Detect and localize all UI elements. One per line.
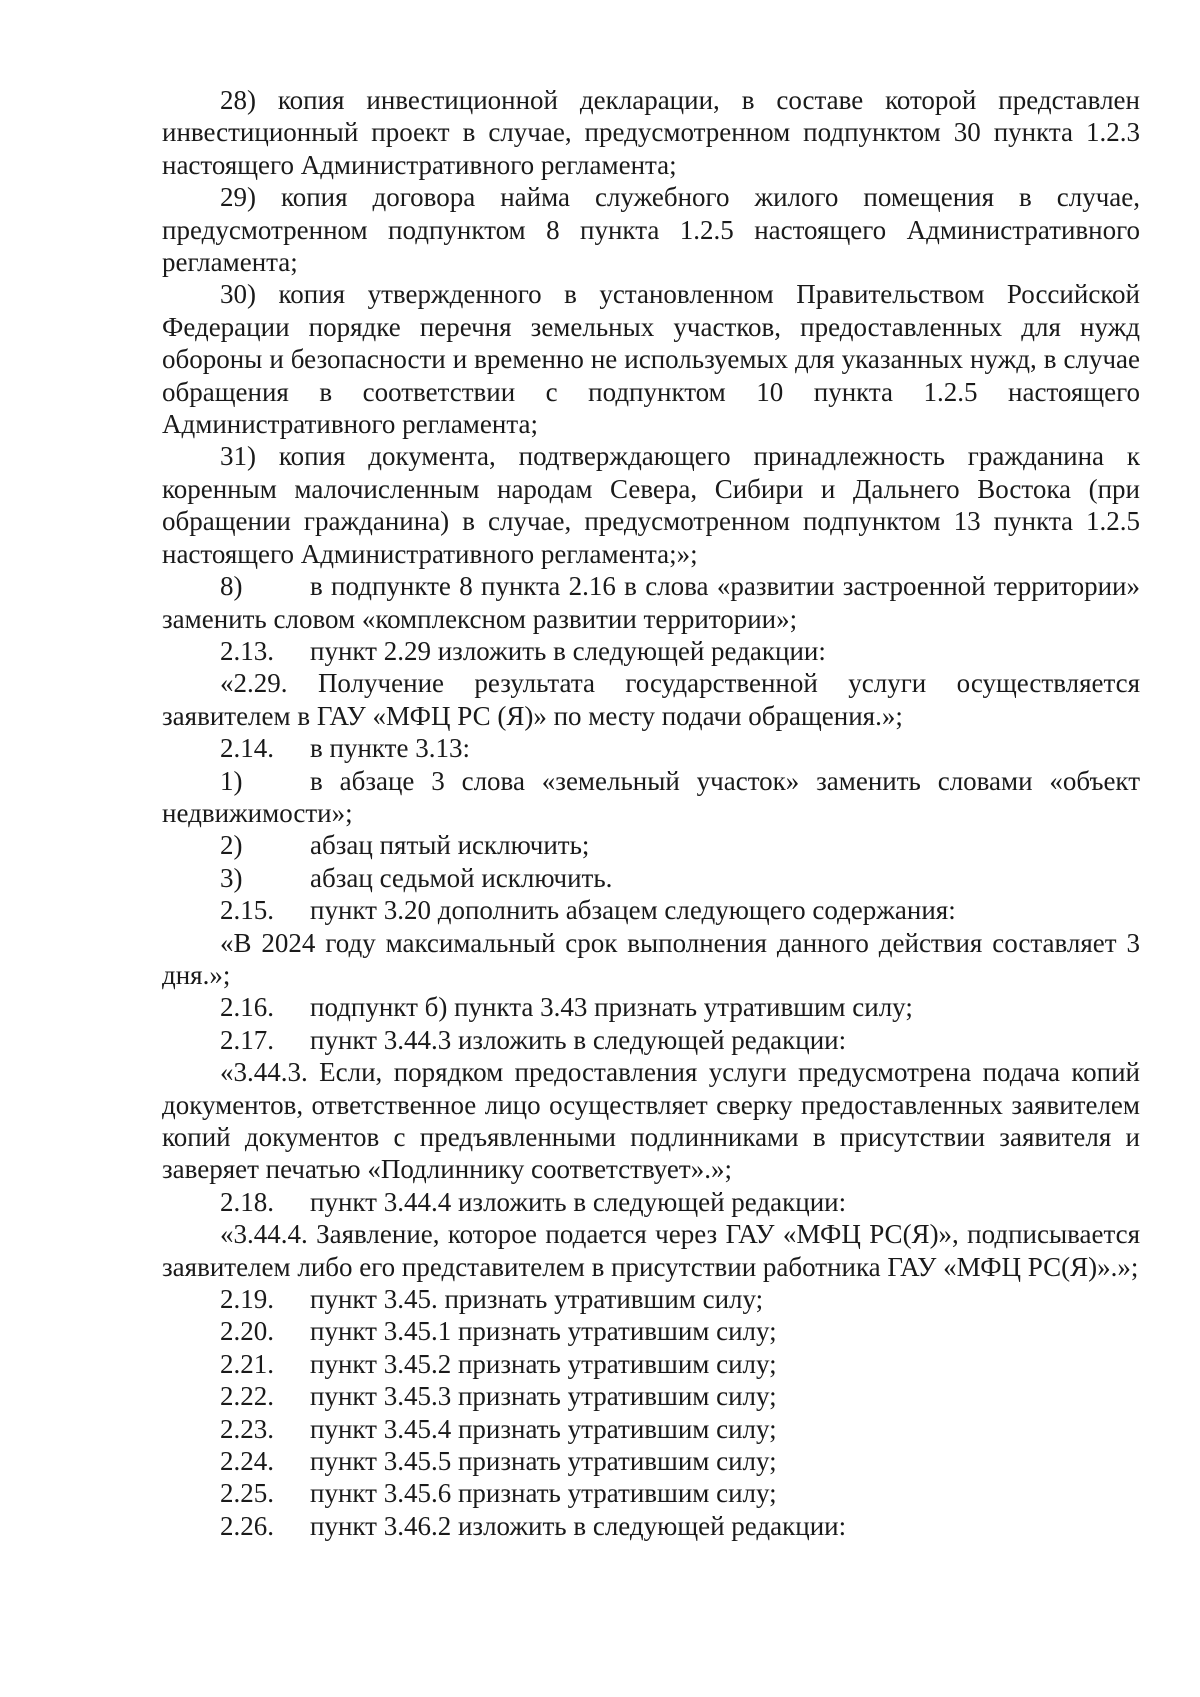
section-2-13-text: пункт 2.29 изложить в следующей редакции: [310, 635, 826, 666]
quote-2-29: «2.29. Получение результата государственной услуги осуществляется заявителем в ГАУ «МФЦ РС (Я)» по месту подачи обращения.»; [162, 668, 1140, 731]
section-2-24-number: 2.24. [220, 1446, 274, 1477]
section-2-23-number: 2.23. [220, 1413, 274, 1444]
section-2-21-text: пункт 3.45.2 признать утратившим силу; [310, 1348, 777, 1379]
section-2-23-text: пункт 3.45.4 признать утратившим силу; [310, 1413, 777, 1444]
section-2-15-text: пункт 3.20 дополнить абзацем следующего содержания: [310, 895, 956, 926]
section-2-19-number: 2.19. [220, 1284, 274, 1315]
section-2-25 [162, 1477, 1140, 1509]
section-2-18-number: 2.18. [220, 1186, 274, 1217]
section-2-17 [162, 1024, 1140, 1056]
section-2-26-text: пункт 3.46.2 изложить в следующей редакции: [310, 1510, 847, 1541]
section-2-26 [162, 1510, 1140, 1542]
subitem-2-text: абзац пятый исключить; [310, 830, 590, 861]
subitem-3 [162, 862, 1140, 894]
section-2-26-number: 2.26. [220, 1510, 274, 1541]
paragraph-30: 30) копия утвержденного в установленном Правительством Российской Федерации порядке перечня земельных участков, предоставленных для нужд обороны и безопасности и временно не используемых для указанных нужд, в случае обращения в соответствии с подпунктом 10 пункта 1.2.5 настоящего Административного регламента; [162, 279, 1140, 440]
section-2-17-text: пункт 3.44.3 изложить в следующей редакции: [310, 1024, 847, 1055]
item-8-number: 8) [220, 571, 243, 602]
quote-2024: «В 2024 году максимальный срок выполнения данного действия составляет 3 дня.»; [162, 927, 1140, 990]
section-2-17-number: 2.17. [220, 1024, 274, 1055]
section-2-25-number: 2.25. [220, 1478, 274, 1509]
section-2-14 [162, 732, 1140, 764]
section-2-16 [162, 991, 1140, 1023]
subitem-2 [162, 829, 1140, 861]
section-2-14-text: в пункте 3.13: [310, 733, 470, 764]
section-2-25-text: пункт 3.45.6 признать утратившим силу; [310, 1478, 777, 1509]
subitem-3-text: абзац седьмой исключить. [310, 862, 613, 893]
quote-3-44-3: «3.44.3. Если, порядком предоставления услуги предусмотрена подача копий документов, ответственное лицо осуществляет сверку предоставленных заявителем копий документов с предъявленными подлинниками в присутствии заявителя и заверяет печатью «Подлиннику соответствует».»; [162, 1057, 1140, 1185]
subitem-1 [162, 765, 1140, 830]
quote-3-44-4: «3.44.4. Заявление, которое подается через ГАУ «МФЦ РС(Я)», подписывается заявителем либо его представителем в присутствии работника ГАУ «МФЦ РС(Я)».»; [162, 1219, 1140, 1282]
paragraph-29: 29) копия договора найма служебного жилого помещения в случае, предусмотренном подпунктом 8 пункта 1.2.5 настоящего Административного регламента; [162, 182, 1140, 278]
section-2-21-number: 2.21. [220, 1348, 274, 1379]
section-2-20 [162, 1315, 1140, 1347]
item-8-text: в подпункте 8 пункта 2.16 в слова «развитии застроенной территории» заменить словом «комплексном развитии территории»; [162, 571, 1140, 634]
section-2-22 [162, 1380, 1140, 1412]
section-2-13-number: 2.13. [220, 635, 274, 666]
section-2-24 [162, 1445, 1140, 1477]
section-2-20-number: 2.20. [220, 1316, 274, 1347]
item-8 [162, 570, 1140, 635]
section-2-15-number: 2.15. [220, 895, 274, 926]
section-2-22-number: 2.22. [220, 1381, 274, 1412]
section-2-14-number: 2.14. [220, 733, 274, 764]
paragraph-28: 28) копия инвестиционной декларации, в составе которой представлен инвестиционный проект в случае, предусмотренном подпунктом 30 пункта 1.2.3 настоящего Административного регламента; [162, 85, 1140, 180]
section-2-24-text: пункт 3.45.5 признать утратившим силу; [310, 1446, 777, 1477]
section-2-18 [162, 1186, 1140, 1218]
section-2-21 [162, 1348, 1140, 1380]
section-2-13 [162, 635, 1140, 667]
section-2-16-number: 2.16. [220, 992, 274, 1023]
subitem-3-number: 3) [220, 862, 243, 893]
section-2-23 [162, 1413, 1140, 1445]
subitem-1-text: в абзаце 3 слова «земельный участок» заменить словами «объект недвижимости»; [162, 765, 1140, 828]
section-2-19-text: пункт 3.45. признать утратившим силу; [310, 1284, 764, 1315]
document-body [162, 84, 1140, 1542]
paragraph-31: 31) копия документа, подтверждающего принадлежность гражданина к коренным малочисленным народам Севера, Сибири и Дальнего Востока (при обращении гражданина) в случае, предусмотренном подпунктом 13 пункта 1.2.5 настоящего Административного регламента;»; [162, 441, 1140, 569]
section-2-15 [162, 894, 1140, 926]
section-2-16-text: подпункт б) пункта 3.43 признать утратившим силу; [310, 992, 913, 1023]
subitem-1-number: 1) [220, 765, 243, 796]
section-2-18-text: пункт 3.44.4 изложить в следующей редакции: [310, 1186, 847, 1217]
section-2-19 [162, 1283, 1140, 1315]
section-2-20-text: пункт 3.45.1 признать утратившим силу; [310, 1316, 777, 1347]
subitem-2-number: 2) [220, 830, 243, 861]
section-2-22-text: пункт 3.45.3 признать утратившим силу; [310, 1381, 777, 1412]
